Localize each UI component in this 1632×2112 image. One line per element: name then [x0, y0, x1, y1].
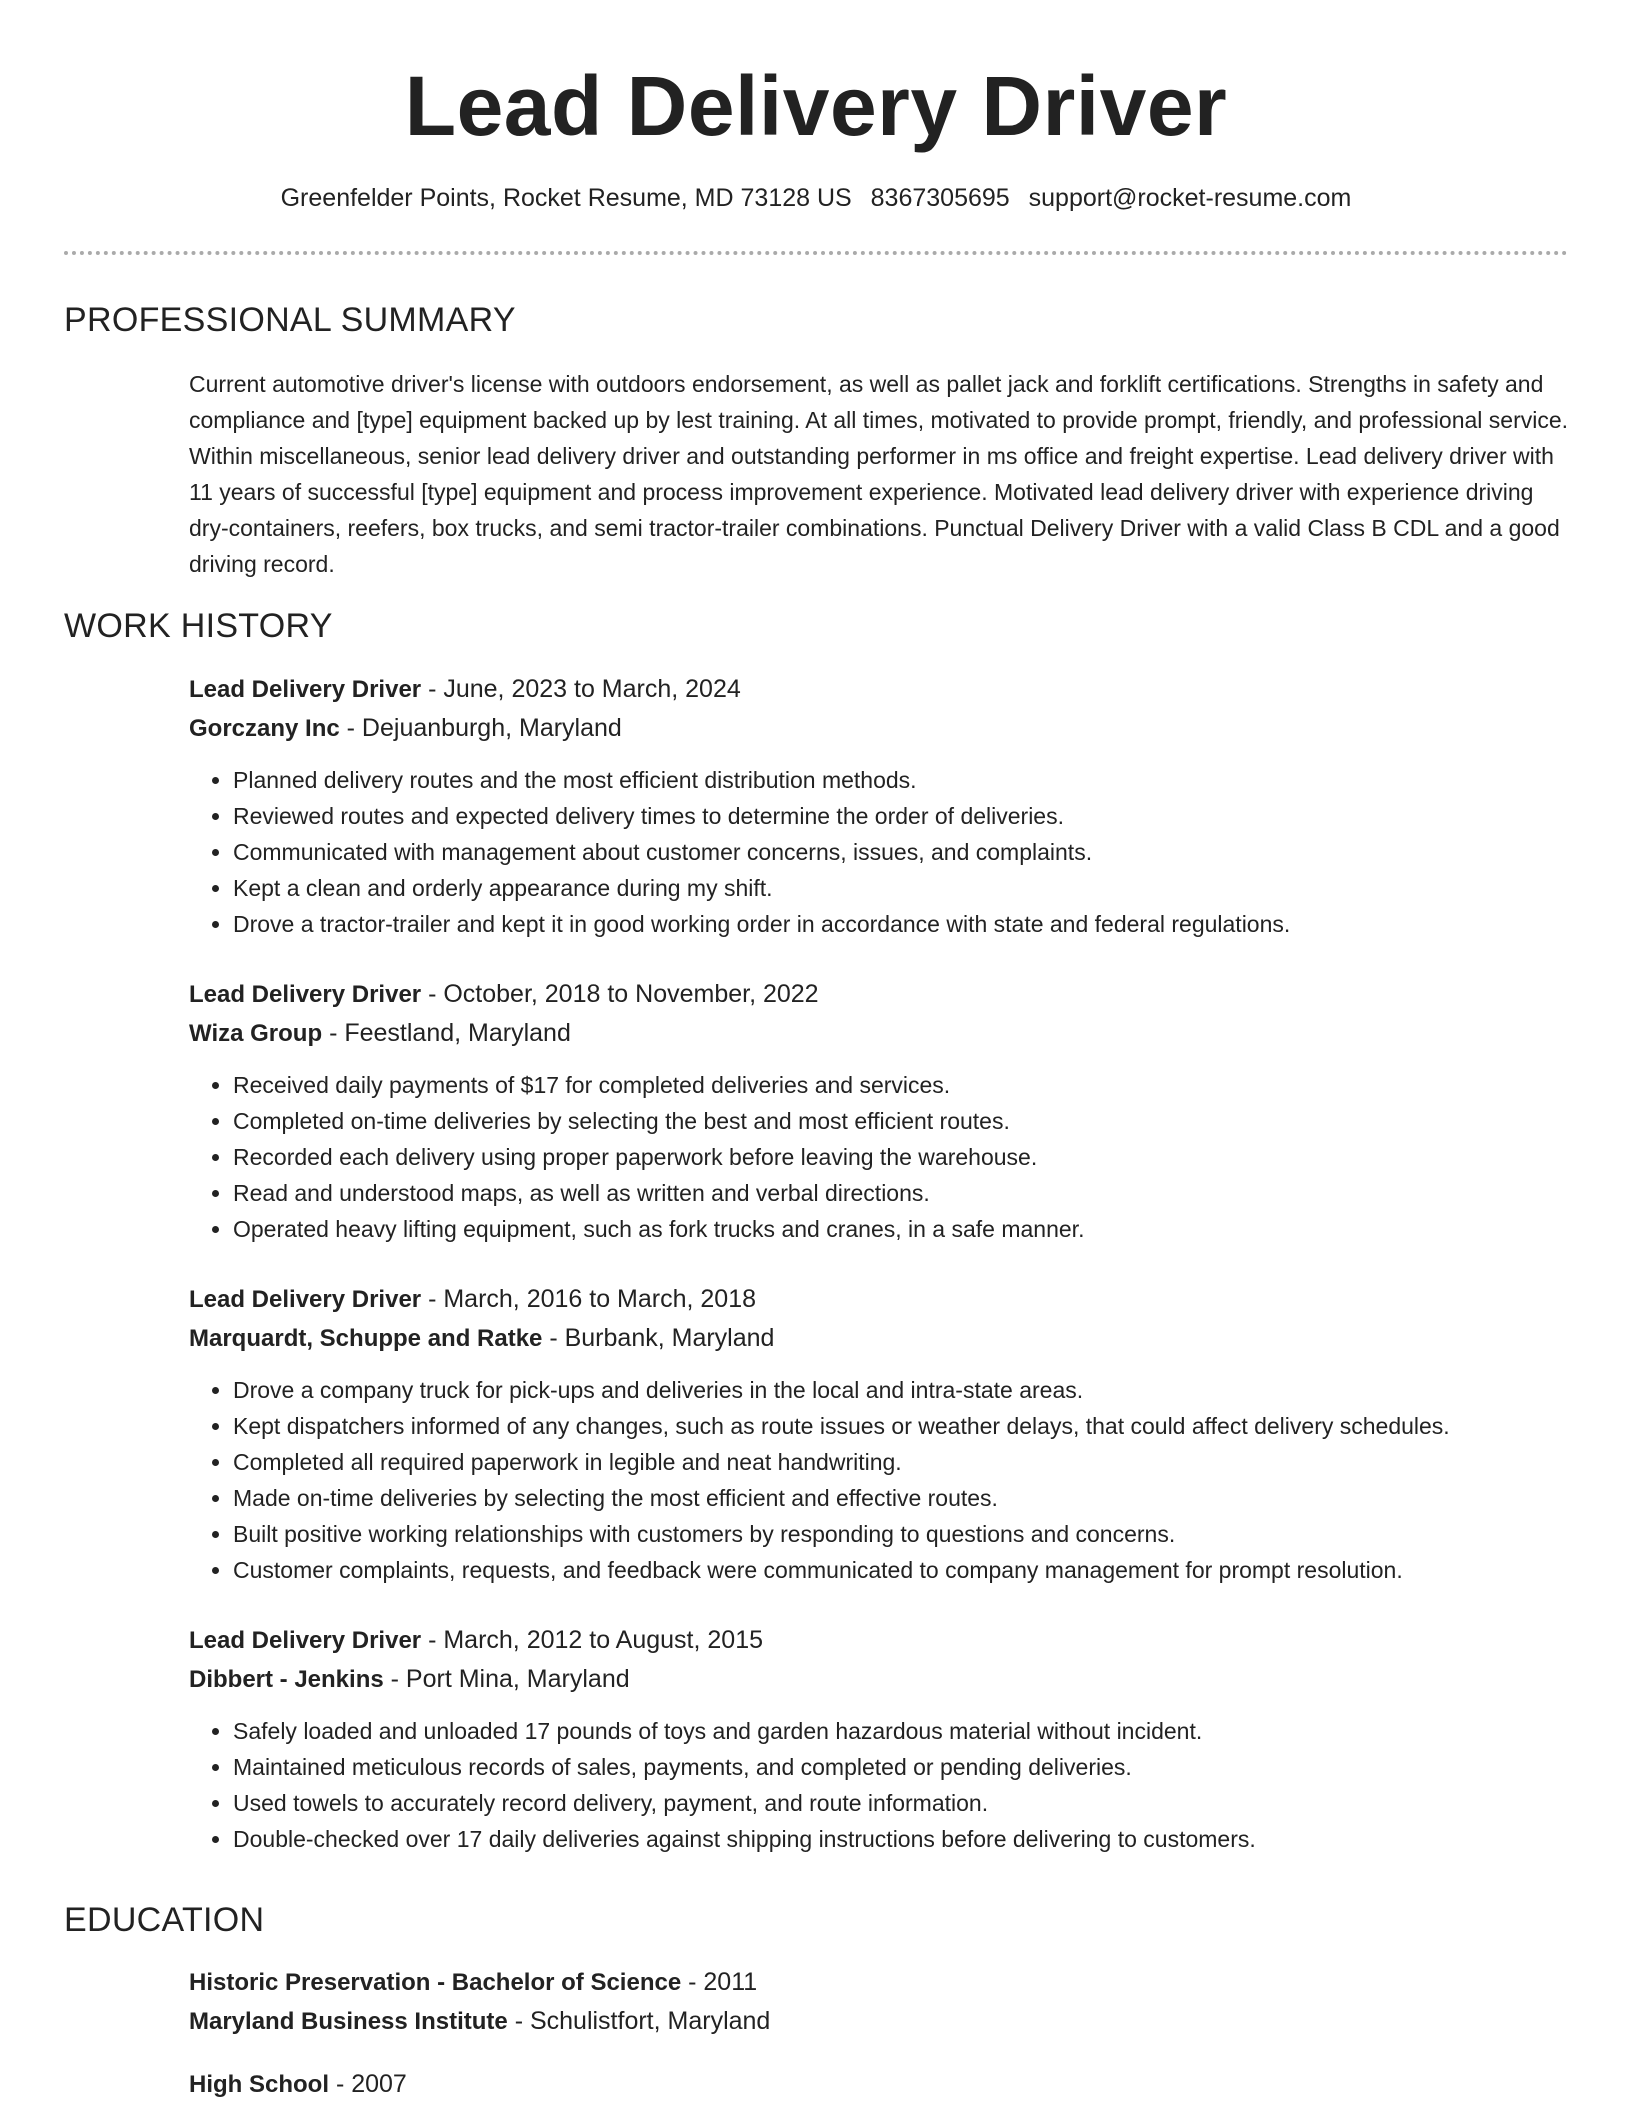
- job-role: Lead Delivery Driver: [189, 1627, 422, 1654]
- job-bullets: [189, 762, 1569, 942]
- job-bullet: • Operated heavy lifting equipment, such as fork trucks and cranes, in a safe manner.: [233, 1211, 1569, 1247]
- education-heading: EDUCATION: [64, 1901, 265, 1939]
- job-company: Dibbert - Jenkins: [189, 1666, 384, 1693]
- job-title-line: [189, 1280, 1569, 1319]
- job-dates: - March, 2016 to March, 2018: [421, 1285, 757, 1313]
- job-entry: [189, 1621, 1569, 1857]
- job-company: Gorczany Inc: [189, 715, 340, 742]
- job-bullets: [189, 1713, 1569, 1857]
- job-bullet: • Completed all required paperwork in legible and neat handwriting.: [233, 1444, 1569, 1480]
- job-bullets: [189, 1067, 1569, 1247]
- education-year: - 2007: [329, 2070, 407, 2098]
- job-bullet: • Made on-time deliveries by selecting the most efficient and effective routes.: [233, 1480, 1569, 1516]
- job-bullet: • Received daily payments of $17 for completed deliveries and services.: [233, 1067, 1569, 1103]
- job-role: Lead Delivery Driver: [189, 676, 422, 703]
- job-bullet: • Planned delivery routes and the most efficient distribution methods.: [233, 762, 1569, 798]
- job-bullet: • Safely loaded and unloaded 17 pounds of toys and garden hazardous material without incident.: [233, 1713, 1569, 1749]
- job-location: - Dejuanburgh, Maryland: [339, 714, 622, 742]
- job-dates: - June, 2023 to March, 2024: [421, 675, 741, 703]
- job-company-line: [189, 709, 1569, 748]
- job-entry: [189, 1280, 1569, 1588]
- job-bullet: • Reviewed routes and expected delivery times to determine the order of deliveries.: [233, 798, 1569, 834]
- education-entry: [189, 2065, 1569, 2104]
- job-company-line: [189, 1660, 1569, 1699]
- header-divider: [64, 251, 1568, 255]
- job-bullet: • Drove a company truck for pick-ups and deliveries in the local and intra-state areas.: [233, 1372, 1569, 1408]
- job-bullet: • Recorded each delivery using proper paperwork before leaving the warehouse.: [233, 1139, 1569, 1175]
- job-entry: [189, 975, 1569, 1247]
- job-dates: - October, 2018 to November, 2022: [421, 980, 819, 1008]
- contact-email: support@rocket-resume.com: [1028, 184, 1352, 212]
- job-bullet: • Double-checked over 17 daily deliveries against shipping instructions before delivering to customers.: [233, 1821, 1569, 1857]
- education-school: Maryland Business Institute: [189, 2008, 508, 2035]
- job-bullet: • Built positive working relationships with customers by responding to questions and concerns.: [233, 1516, 1569, 1552]
- job-role: Lead Delivery Driver: [189, 981, 422, 1008]
- job-company: Marquardt, Schuppe and Ratke: [189, 1325, 543, 1352]
- job-location: - Burbank, Maryland: [542, 1324, 775, 1352]
- education-degree: Historic Preservation - Bachelor of Science: [189, 1969, 682, 1996]
- job-role: Lead Delivery Driver: [189, 1286, 422, 1313]
- job-bullet: • Read and understood maps, as well as written and verbal directions.: [233, 1175, 1569, 1211]
- work-history-heading: WORK HISTORY: [64, 607, 333, 645]
- education-degree-line: [189, 2065, 1569, 2104]
- job-bullet: • Used towels to accurately record delivery, payment, and route information.: [233, 1785, 1569, 1821]
- job-bullet: • Customer complaints, requests, and feedback were communicated to company management for prompt resolution.: [233, 1552, 1569, 1588]
- resume-name: Lead Delivery Driver: [404, 59, 1228, 153]
- job-bullet: • Completed on-time deliveries by selecting the best and most efficient routes.: [233, 1103, 1569, 1139]
- job-entry: [189, 670, 1569, 942]
- summary-text: Current automotive driver's license with outdoors endorsement, as well as pallet jack and forklift certifications. Strengths in safety and compliance and [type] equipment backed up by lest training. At all times, motivated to provide prompt, friendly, and professional service. Within miscellaneous, senior lead delivery driver and outstanding performer in ms office and freight expertise. Lead delivery driver with 11 years of successful [type] equipment and process improvement experience. Motivated lead delivery driver with experience driving dry-containers, reefers, box trucks, and semi tractor-trailer combinations. Punctual Delivery Driver with a valid Class B CDL and a good driving record.: [189, 371, 1569, 577]
- contact-address: Greenfelder Points, Rocket Resume, MD 73128 US: [280, 184, 852, 212]
- education-degree-line: [189, 1963, 1569, 2002]
- education-entry: [189, 1963, 1569, 2041]
- job-title-line: [189, 670, 1569, 709]
- job-bullet: • Maintained meticulous records of sales, payments, and completed or pending deliveries.: [233, 1749, 1569, 1785]
- job-dates: - March, 2012 to August, 2015: [421, 1626, 764, 1654]
- job-title-line: [189, 1621, 1569, 1660]
- education-location: - Schulistfort, Maryland: [507, 2007, 771, 2035]
- summary-heading: PROFESSIONAL SUMMARY: [64, 301, 516, 339]
- job-location: - Feestland, Maryland: [322, 1019, 571, 1047]
- contact-phone: 8367305695: [870, 184, 1010, 212]
- job-bullet: • Kept dispatchers informed of any changes, such as route issues or weather delays, that could affect delivery schedules.: [233, 1408, 1569, 1444]
- job-bullet: • Kept a clean and orderly appearance during my shift.: [233, 870, 1569, 906]
- job-company: Wiza Group: [189, 1020, 323, 1047]
- job-company-line: [189, 1014, 1569, 1053]
- job-bullets: [189, 1372, 1569, 1588]
- education-year: - 2011: [681, 1968, 758, 1996]
- job-bullet: • Drove a tractor-trailer and kept it in good working order in accordance with state and federal regulations.: [233, 906, 1569, 942]
- job-company-line: [189, 1319, 1569, 1358]
- job-title-line: [189, 975, 1569, 1014]
- contact-line: [0, 180, 1632, 216]
- education-degree: High School: [189, 2071, 329, 2098]
- job-location: - Port Mina, Maryland: [383, 1665, 630, 1693]
- job-bullet: • Communicated with management about customer concerns, issues, and complaints.: [233, 834, 1569, 870]
- education-school-line: [189, 2002, 1569, 2041]
